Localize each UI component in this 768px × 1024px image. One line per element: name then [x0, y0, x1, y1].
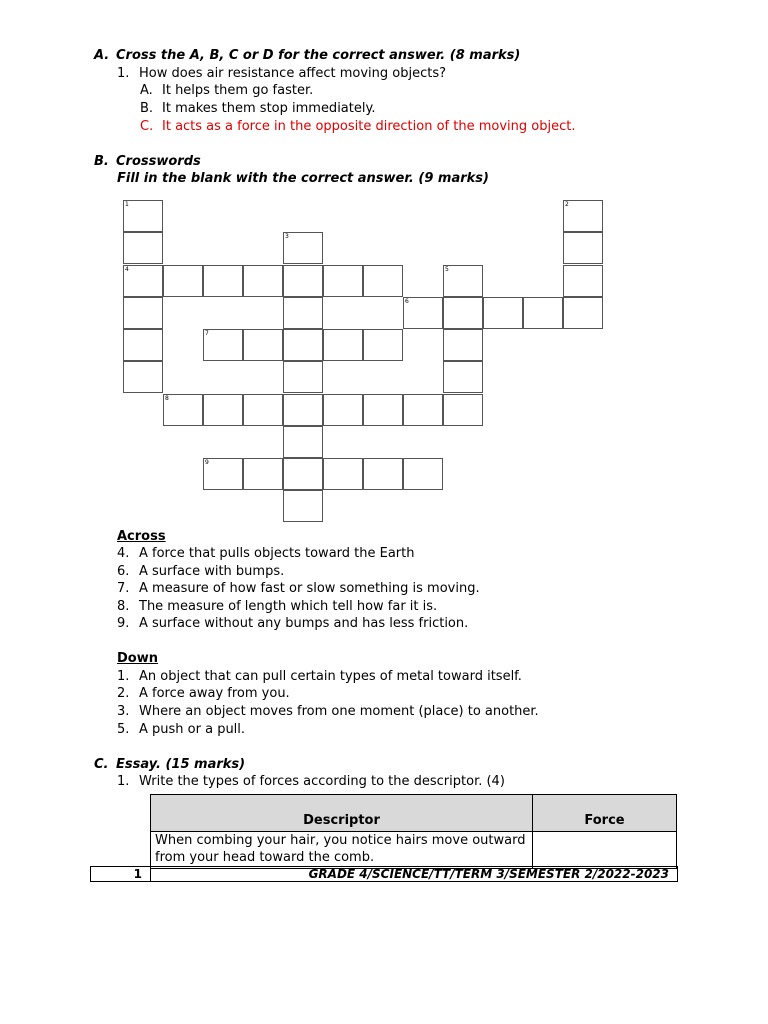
- crossword-cell[interactable]: [323, 329, 363, 361]
- force-header: Force: [533, 795, 677, 832]
- crossword-cell[interactable]: [243, 458, 283, 490]
- table-row: [151, 832, 677, 869]
- crossword-cell[interactable]: [523, 297, 563, 329]
- option-c[interactable]: C. It acts as a force in the opposite direction of the moving object.: [140, 119, 576, 134]
- crossword-cell[interactable]: [403, 394, 443, 426]
- crossword-cell[interactable]: [243, 265, 283, 297]
- crossword-cell[interactable]: 2: [563, 200, 603, 232]
- crossword-cell[interactable]: [363, 329, 403, 361]
- crossword-cell[interactable]: [283, 394, 323, 426]
- section-a-heading: [94, 48, 520, 63]
- crossword-cell[interactable]: [123, 361, 163, 393]
- crossword-cell[interactable]: [123, 329, 163, 361]
- section-a-letter: A.: [94, 48, 110, 63]
- clue-across-6: 6. A surface with bumps.: [117, 564, 285, 579]
- section-b-subtitle: Fill in the blank with the correct answer. (9 marks): [117, 171, 489, 186]
- clue-across-4: 4. A force that pulls objects toward the Earth: [117, 546, 415, 561]
- crossword-cell[interactable]: 7: [203, 329, 243, 361]
- crossword-cell[interactable]: [123, 297, 163, 329]
- question-a1-text: How does air resistance affect moving objects?: [139, 66, 447, 81]
- crossword-cell[interactable]: [203, 265, 243, 297]
- descriptor-header: Descriptor: [151, 795, 533, 832]
- clue-down-1: 1. An object that can pull certain types of metal toward itself.: [117, 669, 522, 684]
- descriptor-cell: When combing your hair, you notice hairs move outward from your head toward the comb.: [151, 832, 533, 869]
- clue-down-3: 3. Where an object moves from one moment (place) to another.: [117, 704, 539, 719]
- section-b-heading: [94, 154, 201, 169]
- section-c-letter: C.: [94, 757, 109, 772]
- crossword-cell[interactable]: 8: [163, 394, 203, 426]
- across-heading: Across: [117, 529, 166, 544]
- clue-across-8: 8. The measure of length which tell how far it is.: [117, 599, 438, 614]
- crossword-cell[interactable]: [163, 265, 203, 297]
- crossword-cell[interactable]: [283, 426, 323, 458]
- crossword-cell[interactable]: [283, 329, 323, 361]
- clue-down-5: 5. A push or a pull.: [117, 722, 246, 737]
- crossword-cell[interactable]: [443, 329, 483, 361]
- page-number: 1: [91, 867, 151, 881]
- crossword-cell[interactable]: [363, 265, 403, 297]
- option-a[interactable]: A. It helps them go faster.: [140, 83, 314, 98]
- force-answer-cell[interactable]: [533, 832, 677, 869]
- clue-across-7: 7. A measure of how fast or slow something is moving.: [117, 581, 480, 596]
- section-c-title: Essay. (15 marks): [116, 757, 246, 772]
- crossword-cell[interactable]: [363, 458, 403, 490]
- crossword-cell[interactable]: [283, 490, 323, 522]
- question-a1: 1. How does air resistance affect moving objects?: [117, 66, 447, 81]
- crossword-cell[interactable]: [243, 329, 283, 361]
- question-c1-text: Write the types of forces according to the descriptor. (4): [139, 774, 505, 789]
- clue-down-2: 2. A force away from you.: [117, 686, 290, 701]
- crossword-cell[interactable]: 1: [123, 200, 163, 232]
- crossword-cell[interactable]: [363, 394, 403, 426]
- question-c1: 1. Write the types of forces according to the descriptor. (4): [117, 774, 505, 789]
- crossword-cell[interactable]: [443, 394, 483, 426]
- section-a-title: Cross the A, B, C or D for the correct answer. (8 marks): [116, 48, 521, 63]
- crossword-cell[interactable]: [283, 361, 323, 393]
- crossword-cell[interactable]: [563, 232, 603, 264]
- document-code: GRADE 4/SCIENCE/TT/TERM 3/SEMESTER 2/2022-2023: [308, 867, 669, 881]
- clue-across-9: 9. A surface without any bumps and has less friction.: [117, 616, 469, 631]
- crossword-cell[interactable]: [563, 297, 603, 329]
- section-b-letter: B.: [94, 154, 109, 169]
- crossword-cell[interactable]: [123, 232, 163, 264]
- crossword-cell[interactable]: 6: [403, 297, 443, 329]
- crossword-cell[interactable]: [483, 297, 523, 329]
- crossword-cell[interactable]: 3: [283, 232, 323, 264]
- crossword-cell[interactable]: [323, 265, 363, 297]
- descriptor-table: [150, 794, 677, 869]
- crossword-cell[interactable]: 4: [123, 265, 163, 297]
- crossword-cell[interactable]: [443, 361, 483, 393]
- section-b-title: Crosswords: [116, 154, 201, 169]
- crossword-cell[interactable]: [283, 458, 323, 490]
- crossword-cell[interactable]: [323, 458, 363, 490]
- down-heading: Down: [117, 651, 158, 666]
- crossword-cell[interactable]: [323, 394, 363, 426]
- option-b[interactable]: B. It makes them stop immediately.: [140, 101, 376, 116]
- crossword-cell[interactable]: [563, 265, 603, 297]
- crossword-cell[interactable]: [283, 265, 323, 297]
- page-footer: [90, 866, 678, 882]
- crossword-cell[interactable]: 9: [203, 458, 243, 490]
- crossword-cell[interactable]: 5: [443, 265, 483, 297]
- section-c-heading: [94, 757, 245, 772]
- crossword-cell[interactable]: [203, 394, 243, 426]
- crossword-cell[interactable]: [403, 458, 443, 490]
- crossword-cell[interactable]: [243, 394, 283, 426]
- crossword-cell[interactable]: [443, 297, 483, 329]
- crossword-cell[interactable]: [283, 297, 323, 329]
